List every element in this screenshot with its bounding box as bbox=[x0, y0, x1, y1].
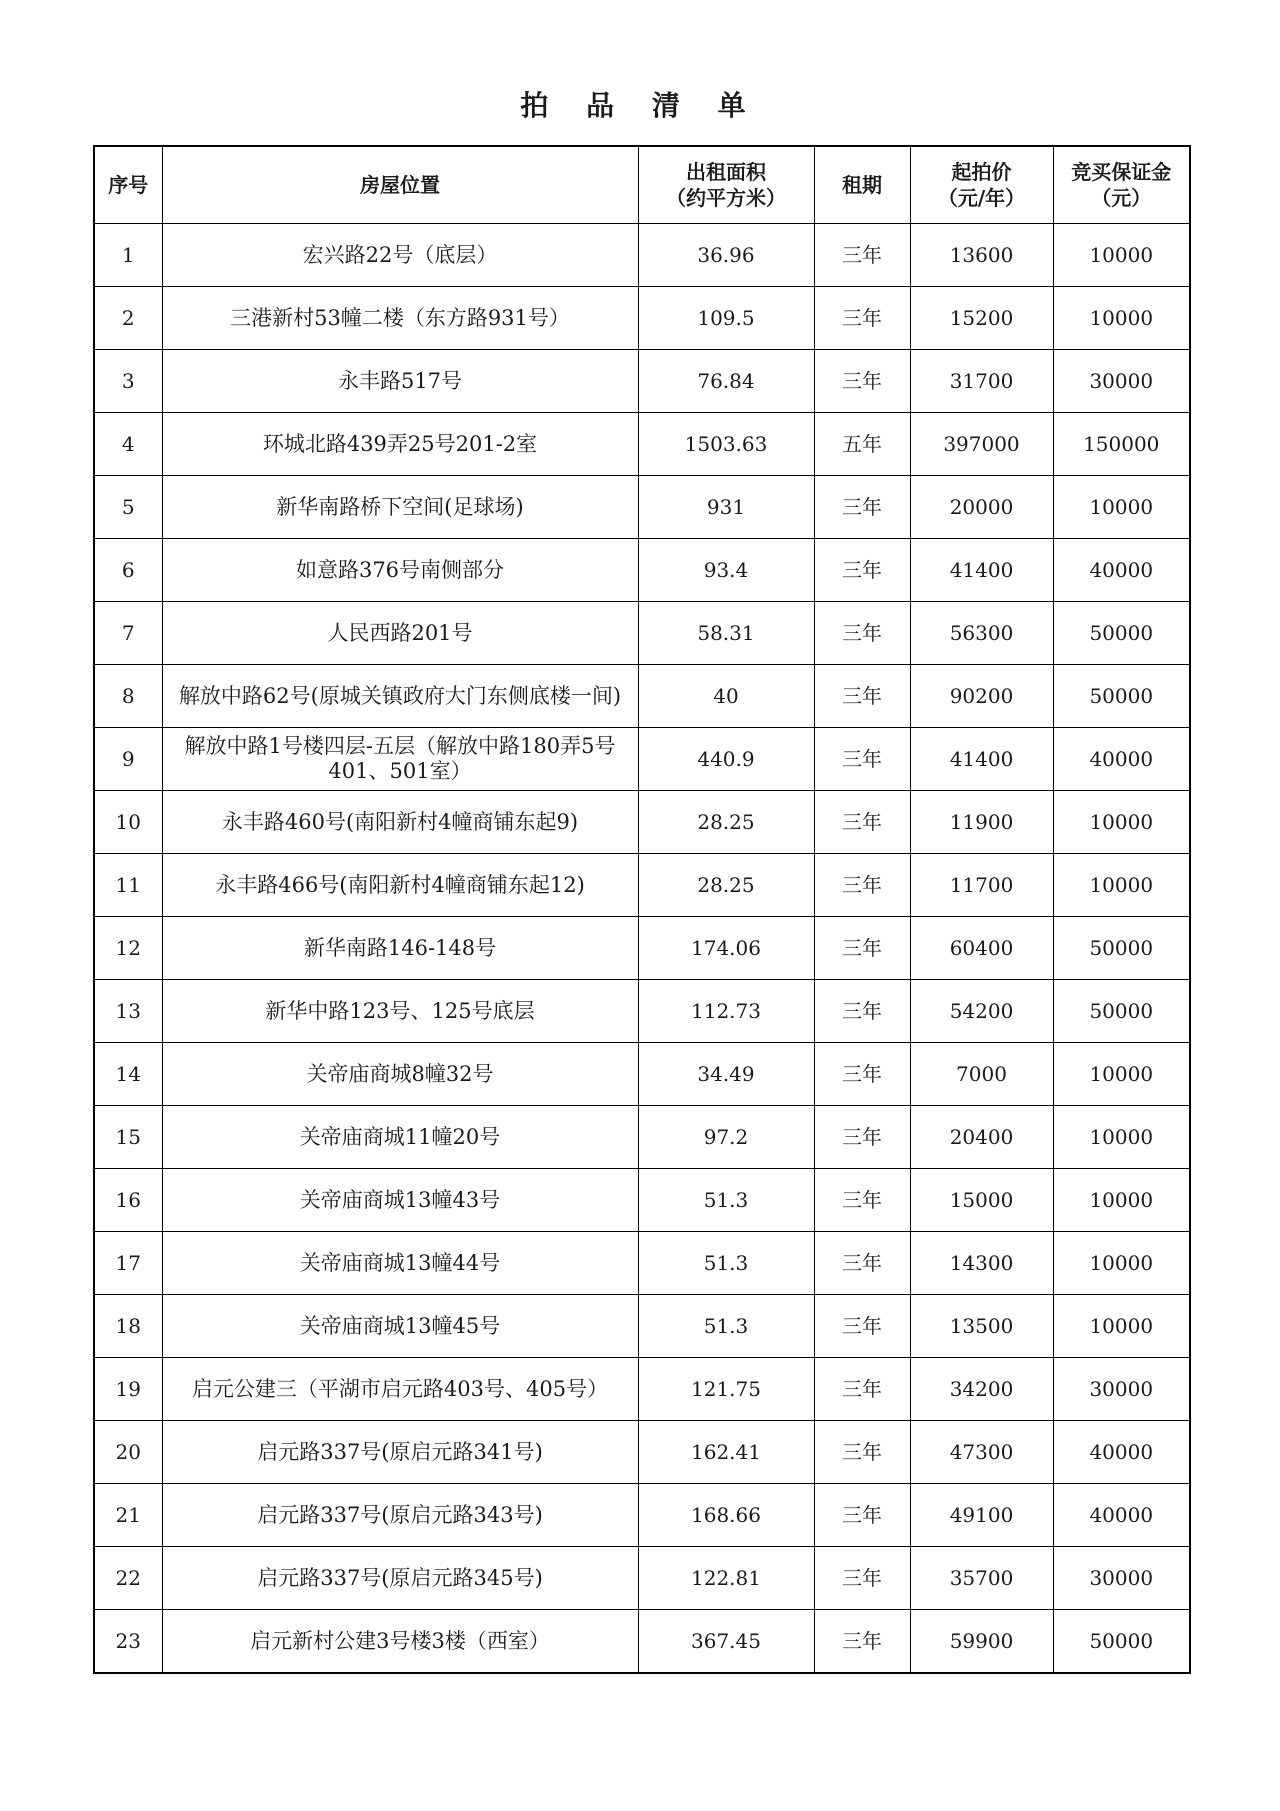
cell-deposit: 10000 bbox=[1053, 1295, 1190, 1358]
cell-index: 18 bbox=[94, 1295, 162, 1358]
cell-location: 解放中路1号楼四层-五层（解放中路180弄5号401、501室） bbox=[162, 728, 638, 791]
cell-lease-term: 三年 bbox=[814, 665, 910, 728]
cell-starting-price: 15000 bbox=[910, 1169, 1053, 1232]
column-header-starting-price: 起拍价 （元/年） bbox=[910, 146, 1053, 224]
cell-lease-term: 三年 bbox=[814, 1232, 910, 1295]
cell-starting-price: 41400 bbox=[910, 539, 1053, 602]
cell-lease-term: 三年 bbox=[814, 1106, 910, 1169]
cell-area: 51.3 bbox=[638, 1295, 814, 1358]
cell-location: 三港新村53幢二楼（东方路931号） bbox=[162, 287, 638, 350]
cell-area: 367.45 bbox=[638, 1610, 814, 1674]
cell-deposit: 30000 bbox=[1053, 1358, 1190, 1421]
column-header-deposit: 竞买保证金 （元） bbox=[1053, 146, 1190, 224]
cell-deposit: 10000 bbox=[1053, 1106, 1190, 1169]
cell-deposit: 10000 bbox=[1053, 476, 1190, 539]
cell-index: 16 bbox=[94, 1169, 162, 1232]
cell-location: 人民西路201号 bbox=[162, 602, 638, 665]
table-row bbox=[94, 1295, 1190, 1358]
cell-deposit: 30000 bbox=[1053, 1547, 1190, 1610]
cell-lease-term: 五年 bbox=[814, 413, 910, 476]
cell-area: 40 bbox=[638, 665, 814, 728]
table-row bbox=[94, 1610, 1190, 1674]
table-row bbox=[94, 539, 1190, 602]
cell-index: 14 bbox=[94, 1043, 162, 1106]
cell-location: 如意路376号南侧部分 bbox=[162, 539, 638, 602]
cell-deposit: 40000 bbox=[1053, 1484, 1190, 1547]
cell-area: 51.3 bbox=[638, 1169, 814, 1232]
cell-index: 22 bbox=[94, 1547, 162, 1610]
cell-index: 23 bbox=[94, 1610, 162, 1674]
cell-starting-price: 90200 bbox=[910, 665, 1053, 728]
table-row bbox=[94, 224, 1190, 287]
cell-starting-price: 14300 bbox=[910, 1232, 1053, 1295]
table-row bbox=[94, 791, 1190, 854]
cell-starting-price: 41400 bbox=[910, 728, 1053, 791]
cell-location: 解放中路62号(原城关镇政府大门东侧底楼一间) bbox=[162, 665, 638, 728]
cell-index: 2 bbox=[94, 287, 162, 350]
cell-location: 新华中路123号、125号底层 bbox=[162, 980, 638, 1043]
cell-index: 19 bbox=[94, 1358, 162, 1421]
cell-index: 3 bbox=[94, 350, 162, 413]
cell-deposit: 50000 bbox=[1053, 980, 1190, 1043]
cell-location: 启元路337号(原启元路345号) bbox=[162, 1547, 638, 1610]
cell-deposit: 50000 bbox=[1053, 1610, 1190, 1674]
table-row bbox=[94, 350, 1190, 413]
page-title: 拍 品 清 单 bbox=[520, 89, 760, 122]
cell-index: 21 bbox=[94, 1484, 162, 1547]
cell-location: 关帝庙商城11幢20号 bbox=[162, 1106, 638, 1169]
cell-index: 12 bbox=[94, 917, 162, 980]
cell-lease-term: 三年 bbox=[814, 1169, 910, 1232]
cell-deposit: 10000 bbox=[1053, 1169, 1190, 1232]
cell-location: 新华南路146-148号 bbox=[162, 917, 638, 980]
cell-starting-price: 34200 bbox=[910, 1358, 1053, 1421]
cell-index: 4 bbox=[94, 413, 162, 476]
cell-location: 宏兴路22号（底层） bbox=[162, 224, 638, 287]
cell-deposit: 10000 bbox=[1053, 1043, 1190, 1106]
cell-area: 122.81 bbox=[638, 1547, 814, 1610]
cell-location: 启元公建三（平湖市启元路403号、405号） bbox=[162, 1358, 638, 1421]
cell-starting-price: 11700 bbox=[910, 854, 1053, 917]
table-row bbox=[94, 1043, 1190, 1106]
cell-starting-price: 13600 bbox=[910, 224, 1053, 287]
cell-starting-price: 35700 bbox=[910, 1547, 1053, 1610]
cell-location: 新华南路桥下空间(足球场) bbox=[162, 476, 638, 539]
table-row bbox=[94, 1484, 1190, 1547]
cell-area: 121.75 bbox=[638, 1358, 814, 1421]
cell-location: 关帝庙商城8幢32号 bbox=[162, 1043, 638, 1106]
cell-starting-price: 13500 bbox=[910, 1295, 1053, 1358]
cell-lease-term: 三年 bbox=[814, 476, 910, 539]
cell-area: 162.41 bbox=[638, 1421, 814, 1484]
cell-index: 9 bbox=[94, 728, 162, 791]
cell-lease-term: 三年 bbox=[814, 1547, 910, 1610]
cell-index: 17 bbox=[94, 1232, 162, 1295]
cell-location: 启元路337号(原启元路341号) bbox=[162, 1421, 638, 1484]
cell-deposit: 50000 bbox=[1053, 602, 1190, 665]
cell-lease-term: 三年 bbox=[814, 287, 910, 350]
cell-deposit: 10000 bbox=[1053, 791, 1190, 854]
cell-index: 15 bbox=[94, 1106, 162, 1169]
cell-area: 168.66 bbox=[638, 1484, 814, 1547]
table-row bbox=[94, 980, 1190, 1043]
cell-area: 36.96 bbox=[638, 224, 814, 287]
table-row bbox=[94, 1232, 1190, 1295]
auction-items-table bbox=[93, 145, 1191, 1674]
cell-area: 28.25 bbox=[638, 854, 814, 917]
cell-area: 174.06 bbox=[638, 917, 814, 980]
cell-deposit: 40000 bbox=[1053, 539, 1190, 602]
table-body bbox=[94, 224, 1190, 1674]
table-row bbox=[94, 476, 1190, 539]
cell-starting-price: 20400 bbox=[910, 1106, 1053, 1169]
cell-deposit: 40000 bbox=[1053, 1421, 1190, 1484]
cell-area: 1503.63 bbox=[638, 413, 814, 476]
table-row bbox=[94, 917, 1190, 980]
cell-lease-term: 三年 bbox=[814, 350, 910, 413]
column-header-location: 房屋位置 bbox=[162, 146, 638, 224]
table-row bbox=[94, 1106, 1190, 1169]
table-row bbox=[94, 728, 1190, 791]
cell-starting-price: 47300 bbox=[910, 1421, 1053, 1484]
cell-location: 关帝庙商城13幢45号 bbox=[162, 1295, 638, 1358]
cell-starting-price: 397000 bbox=[910, 413, 1053, 476]
cell-deposit: 10000 bbox=[1053, 224, 1190, 287]
cell-index: 7 bbox=[94, 602, 162, 665]
cell-index: 13 bbox=[94, 980, 162, 1043]
cell-lease-term: 三年 bbox=[814, 1358, 910, 1421]
cell-location: 关帝庙商城13幢44号 bbox=[162, 1232, 638, 1295]
column-header-lease-term: 租期 bbox=[814, 146, 910, 224]
cell-deposit: 40000 bbox=[1053, 728, 1190, 791]
cell-location: 关帝庙商城13幢43号 bbox=[162, 1169, 638, 1232]
cell-area: 34.49 bbox=[638, 1043, 814, 1106]
cell-deposit: 50000 bbox=[1053, 665, 1190, 728]
cell-index: 5 bbox=[94, 476, 162, 539]
cell-starting-price: 56300 bbox=[910, 602, 1053, 665]
cell-starting-price: 59900 bbox=[910, 1610, 1053, 1674]
cell-deposit: 10000 bbox=[1053, 854, 1190, 917]
cell-lease-term: 三年 bbox=[814, 1610, 910, 1674]
cell-lease-term: 三年 bbox=[814, 1484, 910, 1547]
cell-lease-term: 三年 bbox=[814, 980, 910, 1043]
cell-lease-term: 三年 bbox=[814, 224, 910, 287]
cell-starting-price: 15200 bbox=[910, 287, 1053, 350]
table-row bbox=[94, 413, 1190, 476]
cell-area: 112.73 bbox=[638, 980, 814, 1043]
cell-deposit: 30000 bbox=[1053, 350, 1190, 413]
cell-index: 20 bbox=[94, 1421, 162, 1484]
cell-lease-term: 三年 bbox=[814, 602, 910, 665]
column-header-index: 序号 bbox=[94, 146, 162, 224]
cell-index: 6 bbox=[94, 539, 162, 602]
cell-index: 1 bbox=[94, 224, 162, 287]
cell-area: 931 bbox=[638, 476, 814, 539]
cell-location: 环城北路439弄25号201-2室 bbox=[162, 413, 638, 476]
cell-lease-term: 三年 bbox=[814, 539, 910, 602]
cell-location: 启元路337号(原启元路343号) bbox=[162, 1484, 638, 1547]
cell-area: 93.4 bbox=[638, 539, 814, 602]
table-row bbox=[94, 1358, 1190, 1421]
cell-lease-term: 三年 bbox=[814, 1295, 910, 1358]
cell-lease-term: 三年 bbox=[814, 1043, 910, 1106]
cell-index: 11 bbox=[94, 854, 162, 917]
cell-deposit: 50000 bbox=[1053, 917, 1190, 980]
cell-area: 97.2 bbox=[638, 1106, 814, 1169]
cell-lease-term: 三年 bbox=[814, 728, 910, 791]
cell-deposit: 10000 bbox=[1053, 1232, 1190, 1295]
cell-index: 10 bbox=[94, 791, 162, 854]
cell-deposit: 150000 bbox=[1053, 413, 1190, 476]
table-row bbox=[94, 1169, 1190, 1232]
table-row bbox=[94, 287, 1190, 350]
cell-starting-price: 60400 bbox=[910, 917, 1053, 980]
cell-location: 启元新村公建3号楼3楼（西室） bbox=[162, 1610, 638, 1674]
cell-starting-price: 11900 bbox=[910, 791, 1053, 854]
cell-starting-price: 20000 bbox=[910, 476, 1053, 539]
table-row bbox=[94, 854, 1190, 917]
cell-lease-term: 三年 bbox=[814, 917, 910, 980]
cell-area: 76.84 bbox=[638, 350, 814, 413]
cell-area: 109.5 bbox=[638, 287, 814, 350]
cell-area: 51.3 bbox=[638, 1232, 814, 1295]
cell-lease-term: 三年 bbox=[814, 854, 910, 917]
table-header-row bbox=[94, 146, 1190, 224]
cell-location: 永丰路517号 bbox=[162, 350, 638, 413]
table-row bbox=[94, 602, 1190, 665]
table-row bbox=[94, 1421, 1190, 1484]
cell-lease-term: 三年 bbox=[814, 791, 910, 854]
table-row bbox=[94, 1547, 1190, 1610]
cell-area: 440.9 bbox=[638, 728, 814, 791]
cell-area: 58.31 bbox=[638, 602, 814, 665]
cell-location: 永丰路466号(南阳新村4幢商铺东起12) bbox=[162, 854, 638, 917]
cell-index: 8 bbox=[94, 665, 162, 728]
cell-starting-price: 54200 bbox=[910, 980, 1053, 1043]
cell-starting-price: 7000 bbox=[910, 1043, 1053, 1106]
cell-starting-price: 31700 bbox=[910, 350, 1053, 413]
cell-deposit: 10000 bbox=[1053, 287, 1190, 350]
cell-location: 永丰路460号(南阳新村4幢商铺东起9) bbox=[162, 791, 638, 854]
cell-starting-price: 49100 bbox=[910, 1484, 1053, 1547]
table-row bbox=[94, 665, 1190, 728]
cell-lease-term: 三年 bbox=[814, 1421, 910, 1484]
cell-area: 28.25 bbox=[638, 791, 814, 854]
column-header-area: 出租面积 （约平方米） bbox=[638, 146, 814, 224]
